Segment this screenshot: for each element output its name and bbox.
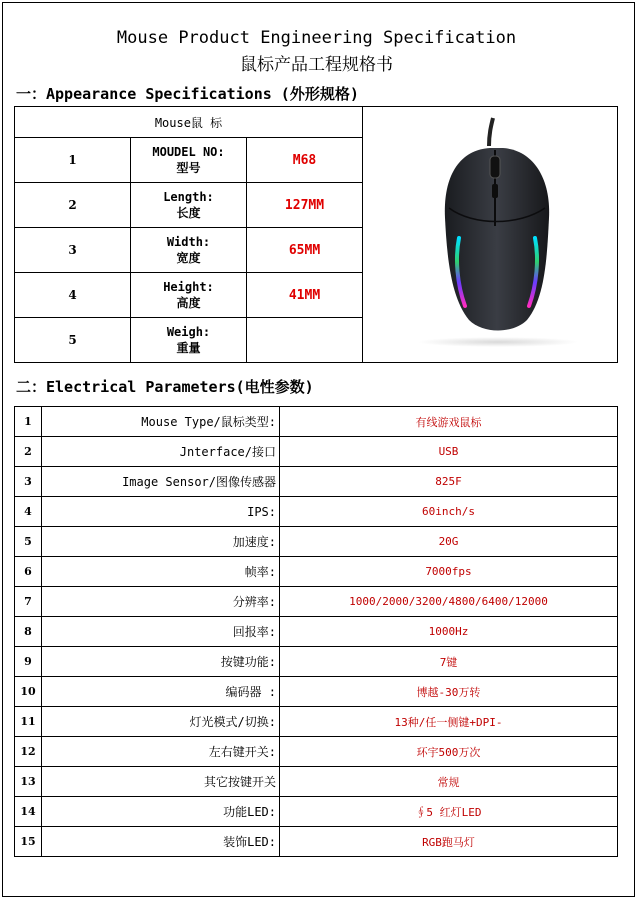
row-label: 回报率: — [42, 617, 280, 647]
appearance-table — [14, 106, 618, 363]
row-value: 13种/任一侧键+DPI- — [280, 707, 618, 737]
row-label: 帧率: — [42, 557, 280, 587]
electrical-heading: 二：Electrical Parameters(电性参数) — [16, 378, 314, 396]
row-label: Width: 宽度 — [131, 228, 247, 273]
appearance-heading: 一：Appearance Specifications (外形规格) — [16, 85, 359, 103]
row-value: RGB跑马灯 — [280, 827, 618, 857]
row-label: 编码器 : — [42, 677, 280, 707]
electrical-row — [15, 617, 618, 647]
row-number: 1 — [15, 407, 42, 437]
row-label: 功能LED: — [42, 797, 280, 827]
electrical-row — [15, 647, 618, 677]
row-value: 20G — [280, 527, 618, 557]
row-number: 3 — [15, 228, 131, 273]
electrical-row — [15, 707, 618, 737]
row-value: 41MM — [247, 273, 363, 318]
electrical-row — [15, 827, 618, 857]
row-value: 1000Hz — [280, 617, 618, 647]
electrical-row — [15, 767, 618, 797]
row-number: 2 — [15, 437, 42, 467]
row-label: 加速度: — [42, 527, 280, 557]
row-value: 127MM — [247, 183, 363, 228]
row-number: 14 — [15, 797, 42, 827]
electrical-table — [14, 406, 618, 857]
row-number: 1 — [15, 138, 131, 183]
row-label: Length: 长度 — [131, 183, 247, 228]
electrical-row — [15, 797, 618, 827]
row-number: 3 — [15, 467, 42, 497]
row-label: 按键功能: — [42, 647, 280, 677]
row-label: Weigh: 重量 — [131, 318, 247, 363]
title-english: Mouse Product Engineering Specification — [116, 28, 517, 48]
row-number: 10 — [15, 677, 42, 707]
row-value: USB — [280, 437, 618, 467]
row-number: 8 — [15, 617, 42, 647]
row-value: 65MM — [247, 228, 363, 273]
row-label: 其它按键开关 — [42, 767, 280, 797]
row-value: 7键 — [280, 647, 618, 677]
row-number: 9 — [15, 647, 42, 677]
appearance-table-header: Mouse鼠 标 — [15, 107, 363, 138]
row-label: 灯光模式/切换: — [42, 707, 280, 737]
row-value: ∮5 红灯LED — [280, 797, 618, 827]
electrical-row — [15, 467, 618, 497]
mouse-image-cell — [363, 107, 618, 363]
row-value: 825F — [280, 467, 618, 497]
row-number: 7 — [15, 587, 42, 617]
row-number: 4 — [15, 273, 131, 318]
row-value: 有线游戏鼠标 — [280, 407, 618, 437]
electrical-row — [15, 587, 618, 617]
row-number: 5 — [15, 527, 42, 557]
title-chinese: 鼠标产品工程规格书 — [240, 55, 393, 75]
electrical-row — [15, 557, 618, 587]
row-label: 左右键开关: — [42, 737, 280, 767]
row-value — [247, 318, 363, 363]
row-label: Jnterface/接口 — [42, 437, 280, 467]
row-number: 12 — [15, 737, 42, 767]
row-value: 1000/2000/3200/4800/6400/12000 — [280, 587, 618, 617]
row-number: 4 — [15, 497, 42, 527]
row-label: Image Sensor/图像传感器 — [42, 467, 280, 497]
row-value: M68 — [247, 138, 363, 183]
row-label: 装饰LED: — [42, 827, 280, 857]
row-label: MOUDEL NO: 型号 — [131, 138, 247, 183]
electrical-row — [15, 407, 618, 437]
electrical-row — [15, 737, 618, 767]
row-number: 13 — [15, 767, 42, 797]
electrical-row — [15, 677, 618, 707]
row-number: 2 — [15, 183, 131, 228]
row-number: 6 — [15, 557, 42, 587]
row-value: 60inch/s — [280, 497, 618, 527]
gaming-mouse-icon — [363, 108, 617, 362]
row-label: 分辨率: — [42, 587, 280, 617]
electrical-row — [15, 527, 618, 557]
electrical-row — [15, 437, 618, 467]
row-number: 5 — [15, 318, 131, 363]
row-label: Mouse Type/鼠标类型: — [42, 407, 280, 437]
row-label: IPS: — [42, 497, 280, 527]
row-label: Height: 高度 — [131, 273, 247, 318]
row-value: 7000fps — [280, 557, 618, 587]
mouse-photo — [363, 108, 617, 362]
row-number: 11 — [15, 707, 42, 737]
row-value: 博越-30万转 — [280, 677, 618, 707]
electrical-row — [15, 497, 618, 527]
row-number: 15 — [15, 827, 42, 857]
row-value: 常规 — [280, 767, 618, 797]
row-value: 环宇500万次 — [280, 737, 618, 767]
